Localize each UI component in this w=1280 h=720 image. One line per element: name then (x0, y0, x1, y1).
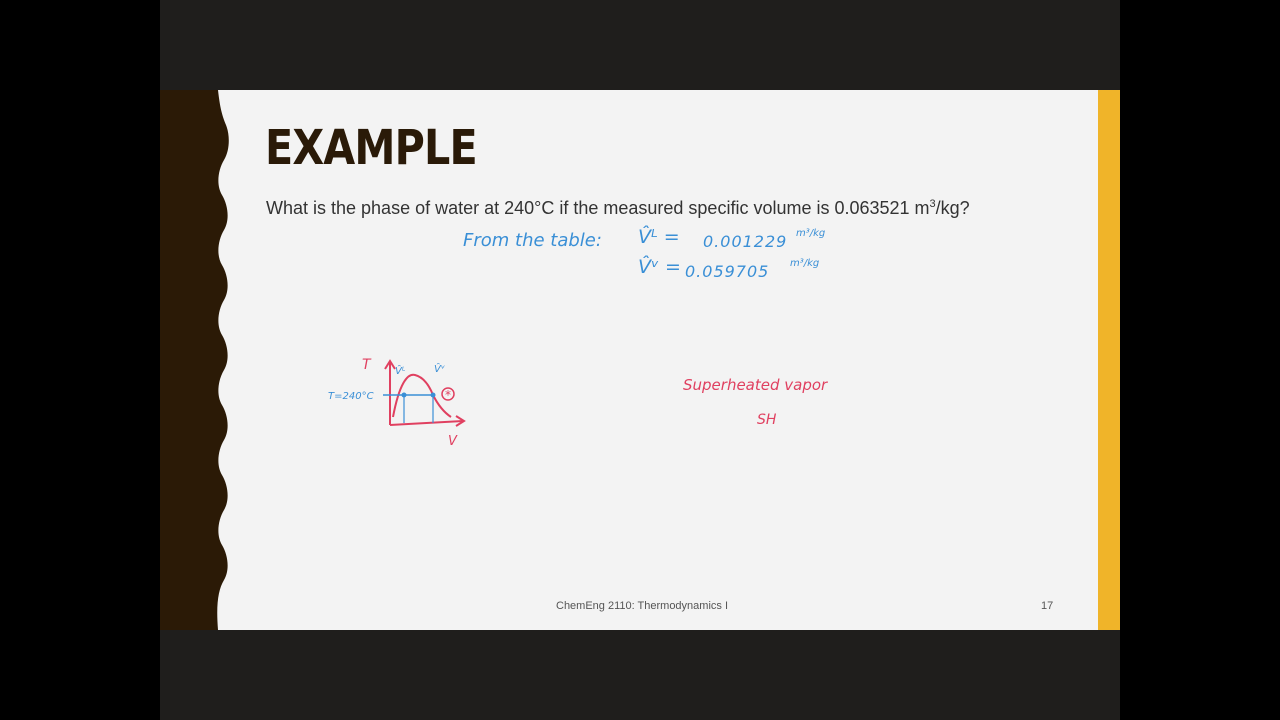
state-point-mark: * (445, 388, 451, 402)
accent-band (1098, 90, 1120, 630)
vl-mark-label: V̂ᴸ (395, 366, 406, 377)
question-text (266, 198, 970, 219)
phase-answer-abbr: SH (757, 412, 777, 428)
v-vapor-value: 0.059705 (685, 262, 770, 281)
v-vapor-label: V̂ᵛ = (638, 256, 681, 278)
phase-answer-text: Superheated vapor (683, 376, 828, 394)
v-axis-label: V (448, 434, 457, 449)
slide-footer: ChemEng 2110: Thermodynamics I (556, 600, 729, 612)
slide (160, 90, 1120, 630)
t-axis-label: T (362, 357, 371, 373)
v-liquid-unit: m³/kg (796, 228, 826, 239)
vl-point (402, 393, 407, 398)
v-liquid-value: 0.001229 (703, 232, 788, 251)
question-text-part2: /kg? (935, 198, 970, 218)
v-liquid-label: V̂ᴸ = (638, 226, 680, 248)
tv-diagram-sketch (328, 355, 515, 455)
v-vapor-unit: m³/kg (790, 258, 820, 269)
question-text-part1: What is the phase of water at 240°C if the measured specific volume is 0.063521 m (266, 198, 930, 218)
slide-page-number: 17 (1041, 600, 1054, 612)
wavy-side-band (160, 90, 240, 630)
question-superscript: 3 (929, 198, 936, 210)
v-axis-line (390, 421, 463, 425)
vv-point (431, 393, 436, 398)
from-table-note: From the table: (463, 230, 602, 251)
vv-mark-label: V̂ᵛ (434, 364, 446, 375)
isotherm-label: T=240°C (328, 391, 374, 402)
slide-title: EXAMPLE (265, 120, 477, 176)
